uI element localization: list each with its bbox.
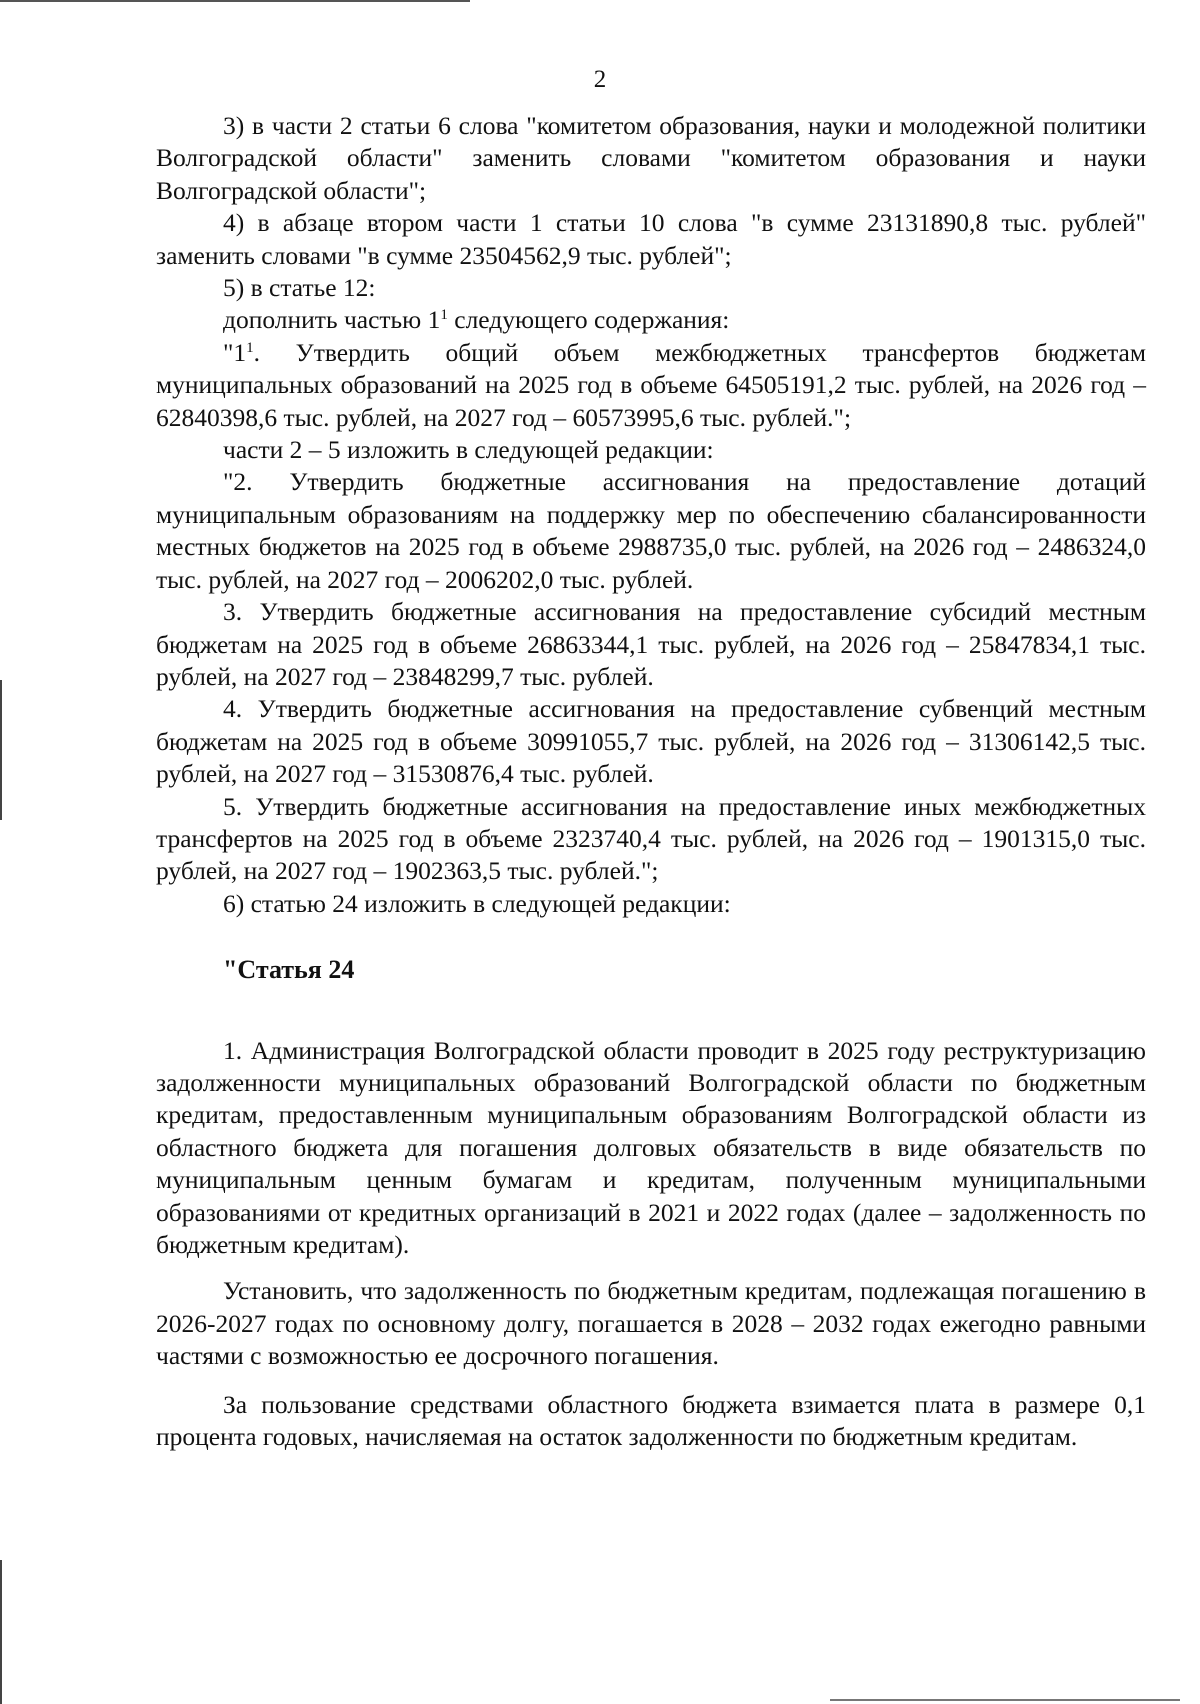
paragraph-part-1-1 bbox=[156, 337, 1146, 434]
paragraph-add-part bbox=[156, 304, 1146, 336]
scan-edge-left-lower bbox=[0, 1560, 2, 1704]
paragraph-item-6: 6) статью 24 изложить в следующей редакции: bbox=[223, 888, 731, 918]
article-heading: "Статья 24 bbox=[223, 955, 355, 985]
document-body bbox=[156, 110, 1146, 1453]
paragraph-item-4: 4) в абзаце втором части 1 статьи 10 слова "в сумме 23131890,8 тыс. рублей" заменить словами "в сумме 23504562,9 тыс. рублей"; bbox=[156, 208, 1146, 270]
article-paragraph-fee: За пользование средствами областного бюджета взимается плата в размере 0,1 процента годовых, начисляемая на остаток задолженности по бюджетным кредитам. bbox=[156, 1389, 1146, 1452]
spacer bbox=[156, 920, 1146, 954]
scan-edge-top bbox=[0, 0, 470, 2]
part-1-1-number: "1 bbox=[223, 337, 247, 367]
paragraph-part-4: 4. Утвердить бюджетные ассигнования на предоставление субвенций местным бюджетам на 2025 год в объеме 30991055,7 тыс. рублей, на 2026 год – 31306142,5 тыс. рублей, на 2027 год – 31530876,4 тыс. рублей. bbox=[156, 694, 1146, 789]
add-part-text-end: следующего содержания: bbox=[447, 305, 730, 335]
spacer bbox=[156, 987, 1146, 1035]
paragraph-part-2: "2. Утвердить бюджетные ассигнования на предоставление дотаций муниципальным образованиям на поддержку мер по обеспечению сбалансированности местных бюджетов на 2025 год в объеме 2988735,0 тыс. рублей, на 2026 год – 2486324,0 тыс. рублей, на 2027 год – 2006202,0 тыс. рублей. bbox=[156, 467, 1146, 594]
page-number: 2 bbox=[593, 66, 607, 93]
superscript-index: 1 bbox=[440, 307, 448, 324]
paragraph-parts-2-5-intro: части 2 – 5 изложить в следующей редакции: bbox=[223, 435, 714, 465]
paragraph-part-3: 3. Утвердить бюджетные ассигнования на предоставление субсидий местным бюджетам на 2025 год в объеме 26863344,1 тыс. рублей, на 2026 год – 25847834,1 тыс. рублей, на 2027 год – 23848299,7 тыс. рублей. bbox=[156, 597, 1146, 691]
superscript-index: 1 bbox=[246, 339, 254, 356]
spacer bbox=[156, 1373, 1146, 1389]
spacer bbox=[156, 1261, 1146, 1275]
paragraph-item-5: 5) в статье 12: bbox=[223, 273, 376, 303]
paragraph-part-5: 5. Утвердить бюджетные ассигнования на предоставление иных межбюджетных трансфертов на 2025 год в объеме 2323740,4 тыс. рублей, на 2026 год – 1901315,0 тыс. рублей, на 2027 год – 1902363,5 тыс. рублей."; bbox=[156, 791, 1146, 886]
scan-edge-bottom bbox=[830, 1699, 1180, 1701]
scan-edge-left-upper bbox=[0, 680, 2, 820]
article-paragraph-restructuring: Установить, что задолженность по бюджетным кредитам, подлежащая погашению в 2026-2027 годах по основному долгу, погашается в 2028 – 2032 годах ежегодно равными частями с возможностью ее досрочного погашения. bbox=[156, 1276, 1146, 1371]
add-part-text-start: дополнить частью 1 bbox=[223, 305, 441, 335]
paragraph-item-3: 3) в части 2 статьи 6 слова "комитетом образования, науки и молодежной политики Волгоградской области" заменить словами "комитетом образования и науки Волгоградской области"; bbox=[156, 111, 1146, 205]
article-part-1: 1. Администрация Волгоградской области проводит в 2025 году реструктуризацию задолженности муниципальных образований Волгоградской области по бюджетным кредитам, предоставленным муниципальным образованиям Волгоградской области из областного бюджета для погашения долговых обязательств в виде обязательств по муниципальным ценным бумагам и кредитам, полученным муниципальными образованиями от кредитных организаций в 2021 и 2022 годах (далее – задолженность по бюджетным кредитам). bbox=[156, 1035, 1146, 1259]
part-1-1-text: . Утвердить общий объем межбюджетных трансфертов бюджетам муниципальных образований на 2025 год в объеме 64505191,2 тыс. рублей, на 2026 год – 62840398,6 тыс. рублей, на 2027 год – 60573995,6 тыс. рублей."; bbox=[156, 337, 1146, 432]
